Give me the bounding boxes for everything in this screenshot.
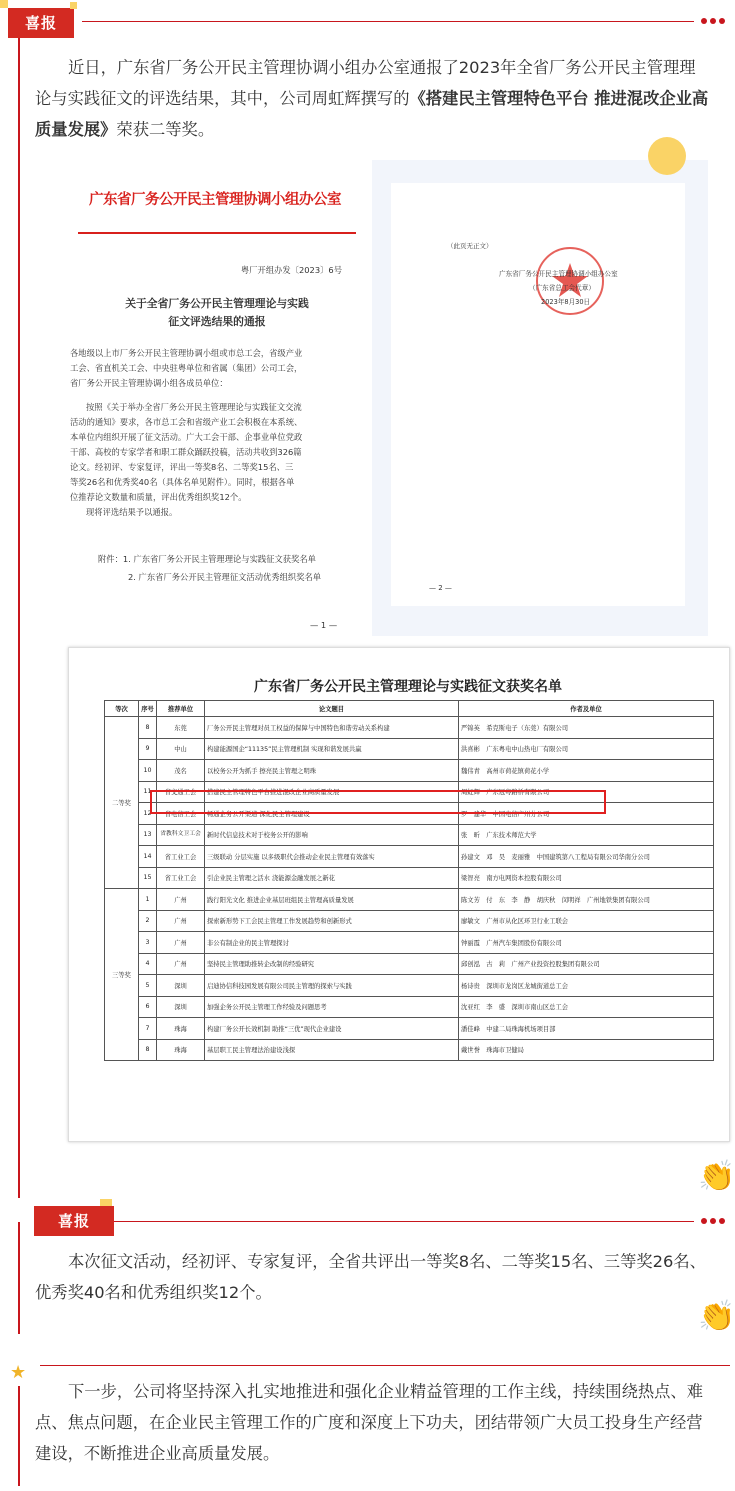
cell-no: 15 — [139, 867, 157, 889]
cell-no: 11 — [139, 781, 157, 803]
cell-title: 基层职工民主管理法治建设浅探 — [205, 1039, 459, 1061]
left-rule-3 — [18, 1386, 20, 1486]
notice-closing: 现将评选结果予以通报。 — [86, 507, 178, 517]
clapping-hands-icon: 👏 — [698, 1159, 735, 1194]
cell-title: 新时代信息技术对于校务公开的影响 — [205, 824, 459, 846]
header-dot-3 — [719, 18, 725, 24]
signature-org: 广东省厂务公开民主管理协调小组办公室 — [499, 270, 618, 278]
second-prize-label: 二等奖 — [105, 717, 139, 889]
decor-yellow-circle — [648, 137, 686, 175]
tag-corner-square — [70, 2, 77, 9]
cell-author: 廖敏文 广州市从化区环卫行业工联会 — [459, 910, 714, 932]
cell-no: 4 — [139, 953, 157, 975]
cell-author: 梁智亮 南方电网资本控股有限公司 — [459, 867, 714, 889]
cell-unit: 广州 — [157, 953, 205, 975]
cell-no: 13 — [139, 824, 157, 846]
cell-no: 2 — [139, 910, 157, 932]
notice-addressees — [70, 346, 354, 391]
cell-author: 潘佳峰 中建二局珠海机场项目部 — [459, 1018, 714, 1040]
cell-author: 孙建文 邓 昊 麦丽雅 中国建筑第八工程局有限公司华南分公司 — [459, 846, 714, 868]
cell-unit: 广州 — [157, 932, 205, 954]
cell-title: 引企业民主管理之活水 浇能源金融发展之新花 — [205, 867, 459, 889]
intro-paragraph — [35, 52, 711, 145]
cell-author: 戴世誉 珠海市卫健局 — [459, 1039, 714, 1061]
highlight-box — [150, 790, 606, 814]
notice-title-line-1: 关于全省厂务公开民主管理理论与实践 — [125, 297, 309, 310]
cell-no: 3 — [139, 932, 157, 954]
cell-unit: 珠海 — [157, 1039, 205, 1061]
section-tag-good-news-2: 喜报 — [34, 1206, 114, 1236]
table-row — [105, 717, 714, 739]
notice-page-2-note: （此页无正文） — [447, 242, 493, 250]
notice-page-2-number: — 2 — — [429, 584, 452, 592]
cell-title: 践行阳光文化 推进企业基层班组民主管理高质量发展 — [205, 889, 459, 911]
cell-title: 搭建民主管理特色平台推进混改企业高质量发展 — [205, 781, 459, 803]
notice-red-rule — [78, 232, 356, 234]
cell-unit: 广州 — [157, 910, 205, 932]
cell-unit: 省电信工会 — [157, 803, 205, 825]
notice-title-line-2: 征文评选结果的通报 — [168, 315, 266, 328]
cell-author: 邱创泓 古 莉 广州产业投资控股集团有限公司 — [459, 953, 714, 975]
cell-title: 探索新形势下工会民主管理工作发展趋势和创新形式 — [205, 910, 459, 932]
section2-dot-2 — [710, 1218, 716, 1224]
notice-body-line: 按照《关于举办全省厂务公开民主管理理论与实践征文交流 — [86, 402, 302, 412]
cell-no: 8 — [139, 717, 157, 739]
cell-author: 张 昕 广东技术师范大学 — [459, 824, 714, 846]
table-row — [105, 738, 714, 760]
award-list-title: 广东省厂务公开民主管理理论与实践征文获奖名单 — [254, 679, 562, 695]
cell-title: 非公有制企业的民主管理探讨 — [205, 932, 459, 954]
cell-no: 5 — [139, 975, 157, 997]
table-row — [105, 889, 714, 911]
notice-org-title: 广东省厂务公开民主管理协调小组办公室 — [89, 191, 341, 208]
cell-unit: 深圳 — [157, 996, 205, 1018]
third-prize-label: 三等奖 — [105, 889, 139, 1061]
col-header-title: 论文题目 — [205, 701, 459, 717]
cell-title: 构建能源国企“11135”民主管理机制 实现和谐发展共赢 — [205, 738, 459, 760]
award-table-header-row — [105, 701, 714, 717]
col-header-rank: 等次 — [105, 701, 139, 717]
table-row — [105, 996, 714, 1018]
intro-text-start: 近日，广东省厂务公开民主管理协调小组办公室通报了2023年全省厂务公开民主管理理论与实践征文的评选结果，其中，公司周虹辉撰写的 — [35, 58, 696, 108]
signature-org-short: （广东省总工会代章） — [529, 284, 595, 292]
header-divider — [82, 21, 694, 22]
table-row — [105, 1018, 714, 1040]
cell-author: 周虹辉 广东冠粤路桥有限公司 — [459, 781, 714, 803]
col-header-unit: 推荐单位 — [157, 701, 205, 717]
header-dot-2 — [710, 18, 716, 24]
table-row — [105, 932, 714, 954]
cell-unit: 中山 — [157, 738, 205, 760]
left-rule-1 — [18, 38, 20, 1198]
section-tag-good-news: 喜报 — [8, 8, 74, 38]
notice-body-line: 等奖26名和优秀奖40名（具体名单见附件）。同时，根据各单 — [70, 477, 295, 487]
cell-title: 厂务公开民主管理对员工权益的保障与中国特色和谐劳动关系构建 — [205, 717, 459, 739]
cell-author: 杨诗贵 深圳市龙岗区龙城街道总工会 — [459, 975, 714, 997]
table-row — [105, 760, 714, 782]
notice-attachment-2: 2. 广东省厂务公开民主管理征文活动优秀组织奖名单 — [128, 572, 322, 582]
clapping-hands-icon: 👏 — [698, 1299, 735, 1334]
table-row — [105, 1039, 714, 1061]
cell-author: 严锦英 希克斯电子（东莞）有限公司 — [459, 717, 714, 739]
notice-addressee-line: 省厂务公开民主管理协调小组各成员单位： — [70, 378, 228, 388]
col-header-author: 作者及单位 — [459, 701, 714, 717]
star-icon: ★ — [10, 1362, 27, 1383]
cell-unit: 广州 — [157, 889, 205, 911]
notice-attachment-1: 附件：1. 广东省厂务公开民主管理理论与实践征文获奖名单 — [98, 554, 316, 564]
cell-unit: 茂名 — [157, 760, 205, 782]
notice-body-line: 论文。经初评、专家复评，评出一等奖8名、二等奖15名、三 — [70, 462, 294, 472]
section2-dot-3 — [719, 1218, 725, 1224]
notice-page-2 — [391, 183, 685, 606]
section2-divider — [114, 1221, 694, 1222]
cell-author: 罗 建华 中国电信广州分公司 — [459, 803, 714, 825]
table-row — [105, 953, 714, 975]
cell-no: 14 — [139, 846, 157, 868]
cell-title: 启迪协信科技园发展有限公司民主管理的探索与实践 — [205, 975, 459, 997]
notice-body-line: 本单位内组织开展了征文活动。广大工会干部、企事业单位党政 — [70, 432, 303, 442]
left-rule-2 — [18, 1222, 20, 1334]
cell-unit: 珠海 — [157, 1018, 205, 1040]
award-table — [104, 700, 714, 1061]
cell-no: 7 — [139, 1018, 157, 1040]
intro-text-end: 荣获二等奖。 — [116, 120, 215, 139]
notice-doc-number: 粤厂开组办发〔2023〕6号 — [240, 265, 342, 275]
cell-no: 10 — [139, 760, 157, 782]
cell-no: 9 — [139, 738, 157, 760]
header-dot-1 — [701, 18, 707, 24]
section2-paragraph: 本次征文活动，经初评、专家复评，全省共评出一等奖8名、二等奖15名、三等奖26名、优秀奖40名和优秀组织奖12个。 — [35, 1252, 706, 1302]
cell-unit: 省教科文卫工会 — [157, 824, 205, 846]
cell-title: 畅通企务公开渠道 深化民主管理建设 — [205, 803, 459, 825]
cell-unit: 东莞 — [157, 717, 205, 739]
table-row — [105, 846, 714, 868]
section3-paragraph: 下一步，公司将坚持深入扎实地推进和强化企业精益管理的工作主线，持续围绕热点、难点、焦点问题，在企业民主管理工作的广度和深度上下功夫，团结带领广大员工投身生产经营建设，不断推进企业高质量发展。 — [35, 1382, 703, 1463]
col-header-no: 序号 — [139, 701, 157, 717]
table-row — [105, 975, 714, 997]
notice-body — [70, 400, 354, 520]
cell-title: 坚持民主管理助推转企改制的经验研究 — [205, 953, 459, 975]
cell-no: 6 — [139, 996, 157, 1018]
cell-no: 12 — [139, 803, 157, 825]
cell-title: 加强企务公开民主管理工作经验及问题思考 — [205, 996, 459, 1018]
section3-top-rule — [40, 1365, 730, 1366]
intro-article-title: 《搭建民主管理特色平台 推进混改企业高质量发展》 — [35, 89, 709, 139]
cell-unit: 省工业工会 — [157, 846, 205, 868]
notice-body-line: 位推荐论文数量和质量，评出优秀组织奖12个。 — [70, 492, 247, 502]
notice-addressee-line: 工会、省直机关工会、中央驻粤单位和省属（集团）公司工会， — [70, 363, 303, 373]
table-row — [105, 824, 714, 846]
cell-unit: 深圳 — [157, 975, 205, 997]
notice-body-line: 干部、高校的专家学者和职工群众踊跃投稿，活动共收到326篇 — [70, 447, 302, 457]
cell-author: 沈亚红 李 盛 深圳市南山区总工会 — [459, 996, 714, 1018]
table-row — [105, 910, 714, 932]
cell-author: 陈文芳 付 东 李 静 胡庆秋 闵明祥 广州地铁集团有限公司 — [459, 889, 714, 911]
cell-author: 钟丽霞 广州汽车集团股份有限公司 — [459, 932, 714, 954]
cell-title: 以校务公开为抓手 擦亮民主管理之明珠 — [205, 760, 459, 782]
cell-author: 洪喜彬 广东粤电中山热电厂有限公司 — [459, 738, 714, 760]
notice-page-number: — 1 — — [310, 620, 338, 630]
cell-no: 8 — [139, 1039, 157, 1061]
signature-date: 2023年8月30日 — [541, 298, 591, 306]
cell-author: 魏伟青 高州市荷花镇荷花小学 — [459, 760, 714, 782]
notice-addressee-line: 各地级以上市厂务公开民主管理协调小组或市总工会，省级产业 — [70, 348, 303, 358]
table-row — [105, 867, 714, 889]
notice-page-1 — [62, 160, 362, 638]
cell-title: 构建厂务公开长效机制 助推“三优”现代企业建设 — [205, 1018, 459, 1040]
section2-dot-1 — [701, 1218, 707, 1224]
cell-title: 三级联动 分层实施 以多级职代会推动企业民主管理有效落实 — [205, 846, 459, 868]
top-accent-square — [0, 0, 8, 8]
cell-unit: 省交通工会 — [157, 781, 205, 803]
notice-body-line: 活动的通知》要求，各市总工会和省级产业工会积极在本系统、 — [70, 417, 303, 427]
cell-unit: 省工业工会 — [157, 867, 205, 889]
cell-no: 1 — [139, 889, 157, 911]
